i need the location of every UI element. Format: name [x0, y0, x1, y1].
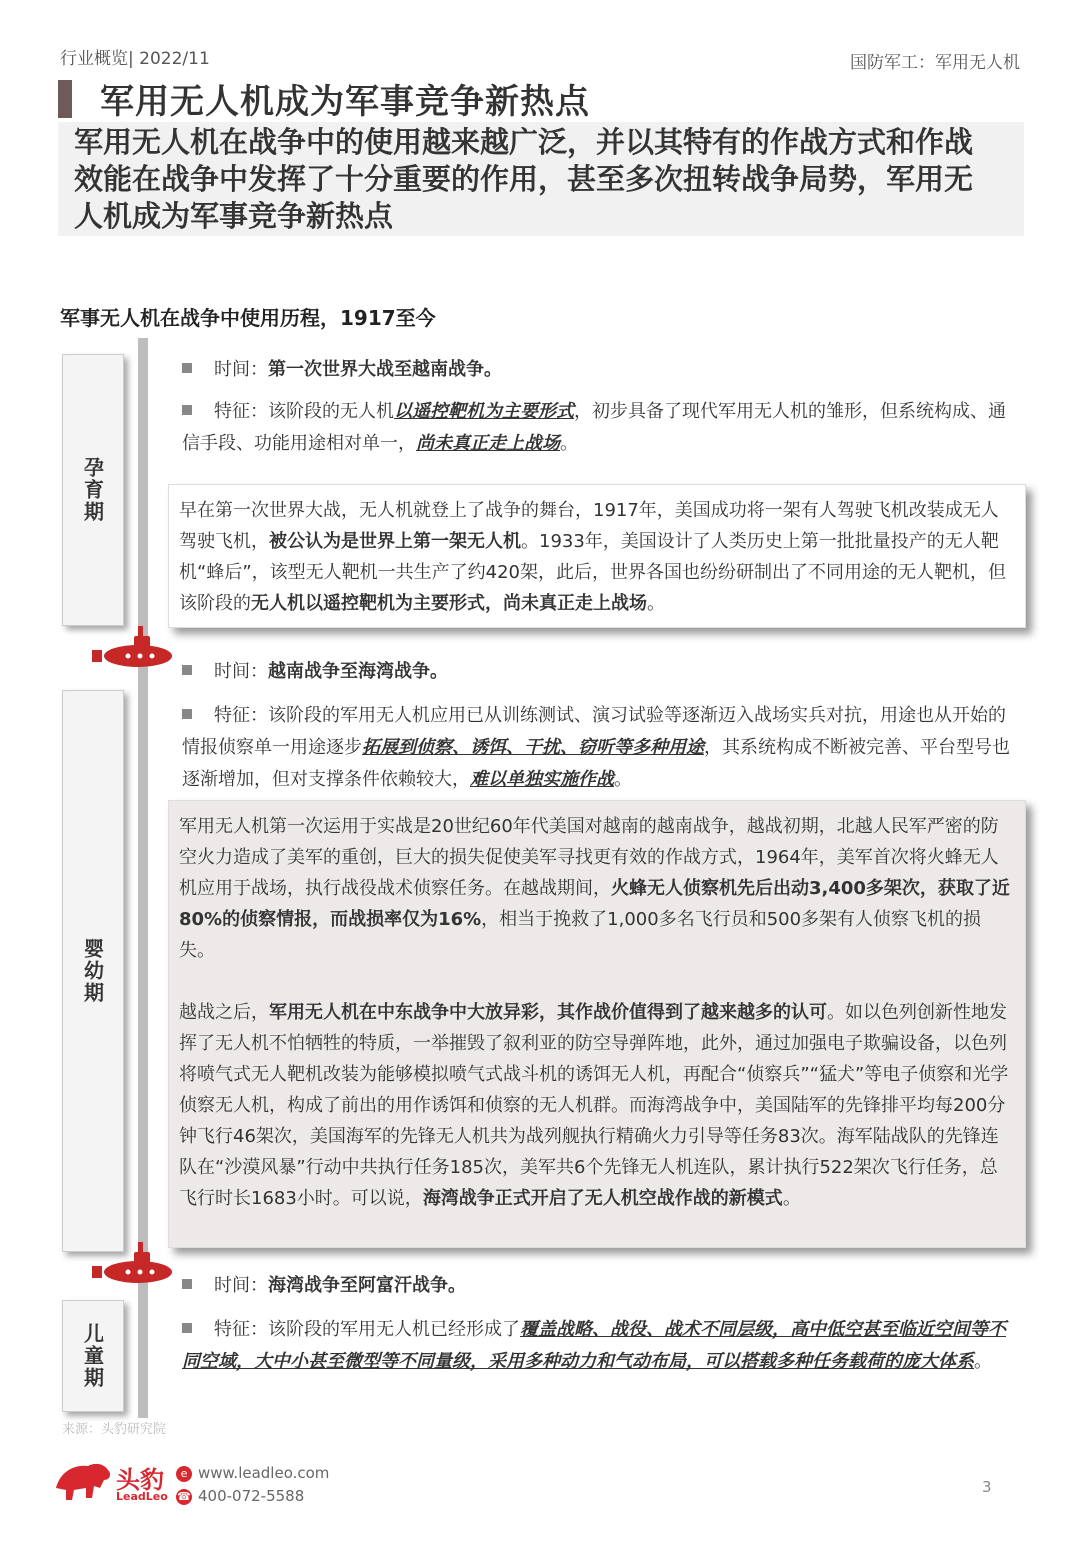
contact-info	[176, 1462, 329, 1508]
bullet-square-icon	[182, 405, 192, 415]
stage-3-feature: 特征：该阶段的军用无人机已经形成了覆盖战略、战役、战术不同层级，高中低空甚至临近空间等不同空域，大中小甚至微型等不同量级，采用多种动力和气动布局，可以搭载多种任务载荷的庞大体系。	[182, 1319, 1006, 1372]
submarine-marker-icon	[88, 1238, 178, 1292]
header-left: 行业概览| 2022/11	[60, 49, 210, 69]
bullet-square-icon	[182, 363, 192, 373]
stage-2-feature: 特征：该阶段的军用无人机应用已从训练测试、演习试验等逐渐迈入战场实兵对抗，用途也从开始的情报侦察单一用途逐步拓展到侦察、诱饵、干扰、窃听等多种用途，其系统构成不断被完善、平台型号也逐渐增加，但对支撑条件依赖较大，难以单独实施作战。	[182, 705, 1010, 790]
bullet-square-icon	[182, 709, 192, 719]
stage-1-feature: 特征：该阶段的无人机以遥控靶机为主要形式，初步具备了现代军用无人机的雏形，但系统构成、通信手段、功能用途相对单一，尚未真正走上战场。	[182, 401, 1006, 454]
stage-box-3	[62, 1300, 124, 1412]
header-right: 国防军工：军用无人机	[850, 53, 1020, 73]
stage-3-time: 时间：海湾战争至阿富汗战争。	[182, 1270, 466, 1302]
card-paragraph: 早在第一次世界大战，无人机就登上了战争的舞台，1917年，美国成功将一架有人驾驶飞机改装成无人驾驶飞机，被公认为是世界上第一架无人机。1933年，美国设计了人类历史上第一批批量投产的无人靶机“蜂后”，该型无人靶机一共生产了约420架，此后，世界各国也纷纷研制出了不同用途的无人靶机，但该阶段的无人机以遥控靶机为主要形式，尚未真正走上战场。	[179, 500, 1007, 614]
stage-label: 婴幼期	[80, 938, 105, 1004]
stage-box-2	[62, 690, 124, 1252]
source-note: 来源：头豹研究院	[62, 1422, 167, 1437]
submarine-marker-icon	[88, 622, 178, 676]
page-subtitle: 军用无人机在战争中的使用越来越广泛，并以其特有的作战方式和作战效能在战争中发挥了十分重要的作用，甚至多次扭转战争局势，军用无人机成为军事竞争新热点	[74, 125, 974, 233]
page-title: 军用无人机成为军事竞争新热点	[100, 82, 590, 122]
stage-2-time: 时间：越南战争至海湾战争。	[182, 656, 448, 688]
card-paragraph: 军用无人机第一次运用于实战是20世纪60年代美国对越南的越南战争，越战初期，北越人民军严密的防空火力造成了美军的重创，巨大的损失促使美军寻找更有效的作战方式，1964年，美军首次将火蜂无人机应用于战场，执行战役战术侦察任务。在越战期间，火蜂无人侦察机先后出动3,400多架次，获取了近80%的侦察情报，而战损率仅为16%，相当于挽救了1,000多名飞行员和500多架有人侦察飞机的损失。	[179, 816, 1010, 961]
bullet-square-icon	[182, 1323, 192, 1333]
title-accent-bar	[58, 80, 72, 118]
stage-2-card	[168, 800, 1026, 1248]
bullet-square-icon	[182, 665, 192, 675]
chart-title: 军事无人机在战争中使用历程，1917至今	[60, 306, 436, 330]
phone-line: ☎ 400-072-5588	[177, 1487, 305, 1505]
phone-icon: ☎	[177, 1489, 191, 1503]
stage-1-card	[168, 484, 1026, 628]
website-line: e www.leadleo.com	[176, 1462, 329, 1485]
stage-label: 孕育期	[80, 457, 105, 523]
leopard-logo-icon	[52, 1458, 114, 1502]
card-paragraph: 越战之后，军用无人机在中东战争中大放异彩，其作战价值得到了越来越多的认可。如以色列创新性地发挥了无人机不怕牺牲的特质，一举摧毁了叙利亚的防空导弹阵地，此外，通过加强电子欺骗设备，以色列将喷气式无人靶机改装为能够模拟喷气式战斗机的诱饵无人机，再配合“侦察兵”“猛犬”等电子侦察和光学侦察无人机，构成了前出的用作诱饵和侦察的无人机群。而海湾战争中，美国陆军的先锋排平均每200分钟飞行46架次，美国海军的先锋无人机共为战列舰执行精确火力引导等任务83次。海军陆战队的先锋连队在“沙漠风暴”行动中共执行任务185次，美军共6个先锋无人机连队，累计执行522架次飞行任务，总飞行时长1683小时。可以说，海湾战争正式开启了无人机空战作战的新模式。	[179, 1002, 1009, 1209]
stage-1-time: 时间：第一次世界大战至越南战争。	[182, 354, 502, 386]
stage-box-1	[62, 354, 124, 626]
brand-name-en: LeadLeo	[116, 1490, 168, 1503]
page-number: 3	[982, 1478, 992, 1496]
globe-icon: e	[176, 1466, 192, 1482]
bullet-square-icon	[182, 1279, 192, 1289]
brand-name: 头豹	[116, 1466, 164, 1494]
stage-label: 儿童期	[80, 1323, 105, 1389]
